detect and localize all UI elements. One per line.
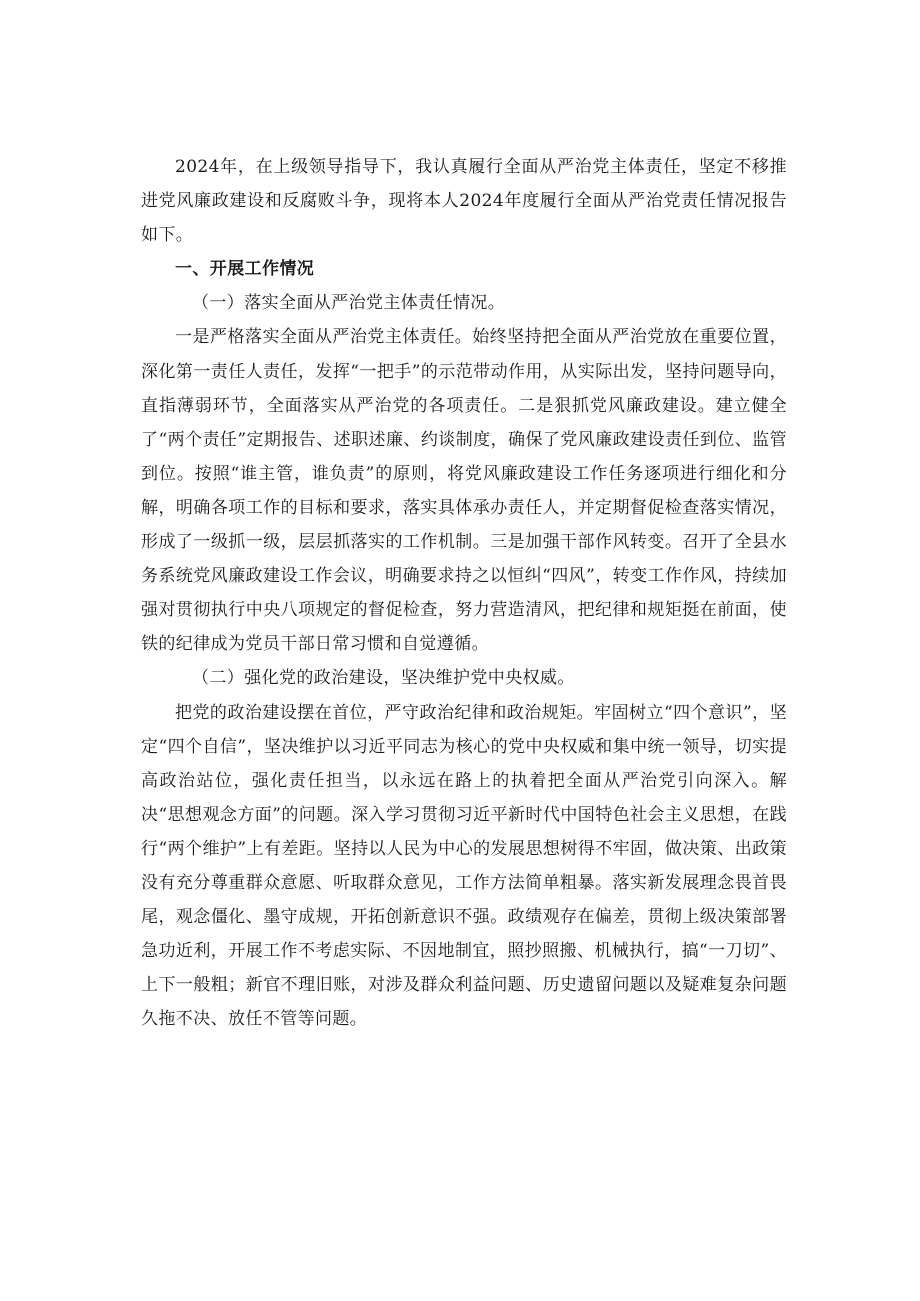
section-heading-work-situation: 一、开展工作情况 [175, 259, 315, 280]
subsection-heading-political-building: （二）强化党的政治建设，坚决维护党中央权威。 [192, 668, 575, 689]
subsection-heading-responsibility: （一）落实全面从严治党主体责任情况。 [192, 293, 506, 314]
subsection-body-responsibility: 一是严格落实全面从严治党主体责任。始终坚持把全面从严治党放在重要位置，深化第一责任人责任，发挥“一把手”的示范带动作用，从实际出发，坚持问题导向，直指薄弱环节，全面落实从严治党的各项责任。二是狠抓党风廉政建设。建立健全了“两个责任”定期报告、述职述廉、约谈制度，确保了党风廉政建设责任到位、监管到位。按照“谁主管，谁负责”的原则，将党风廉政建设工作任务逐项进行细化和分解，明确各项工作的目标和要求，落实具体承办责任人，并定期督促检查落实情况，形成了一级抓一级，层层抓落实的工作机制。三是加强干部作风转变。召开了全县水务系统党风廉政建设工作会议，明确要求持之以恒纠“四风”，转变工作作风，持续加强对贯彻执行中央八项规定的督促检查，努力营造清风，把纪律和规矩挺在前面，使铁的纪律成为党员干部日常习惯和自觉遵循。 [141, 327, 787, 655]
document-body [141, 150, 787, 1036]
subsection-body-political-building: 把党的政治建设摆在首位，严守政治纪律和政治规矩。牢固树立“四个意识”，坚定“四个自信”，坚决维护以习近平同志为核心的党中央权威和集中统一领导，切实提高政治站位，强化责任担当，以永远在路上的执着把全面从严治党引向深入。解决“思想观念方面”的问题。深入学习贯彻习近平新时代中国特色社会主义思想，在践行“两个维护”上有差距。坚持以人民为中心的发展思想树得不牢固，做决策、出政策没有充分尊重群众意愿、听取群众意见，工作方法简单粗暴。落实新发展理念畏首畏尾，观念僵化、墨守成规，开拓创新意识不强。政绩观存在偏差，贯彻上级决策部署急功近利，开展工作不考虑实际、不因地制宜，照抄照搬、机械执行，搞“一刀切”、上下一般粗；新官不理旧账，对涉及群众利益问题、历史遗留问题以及疑难复杂问题久拖不决、放任不管等问题。 [141, 702, 787, 1030]
intro-paragraph: 2024年，在上级领导指导下，我认真履行全面从严治党主体责任，坚定不移推进党风廉政建设和反腐败斗争，现将本人2024年度履行全面从严治党责任情况报告如下。 [141, 157, 787, 246]
